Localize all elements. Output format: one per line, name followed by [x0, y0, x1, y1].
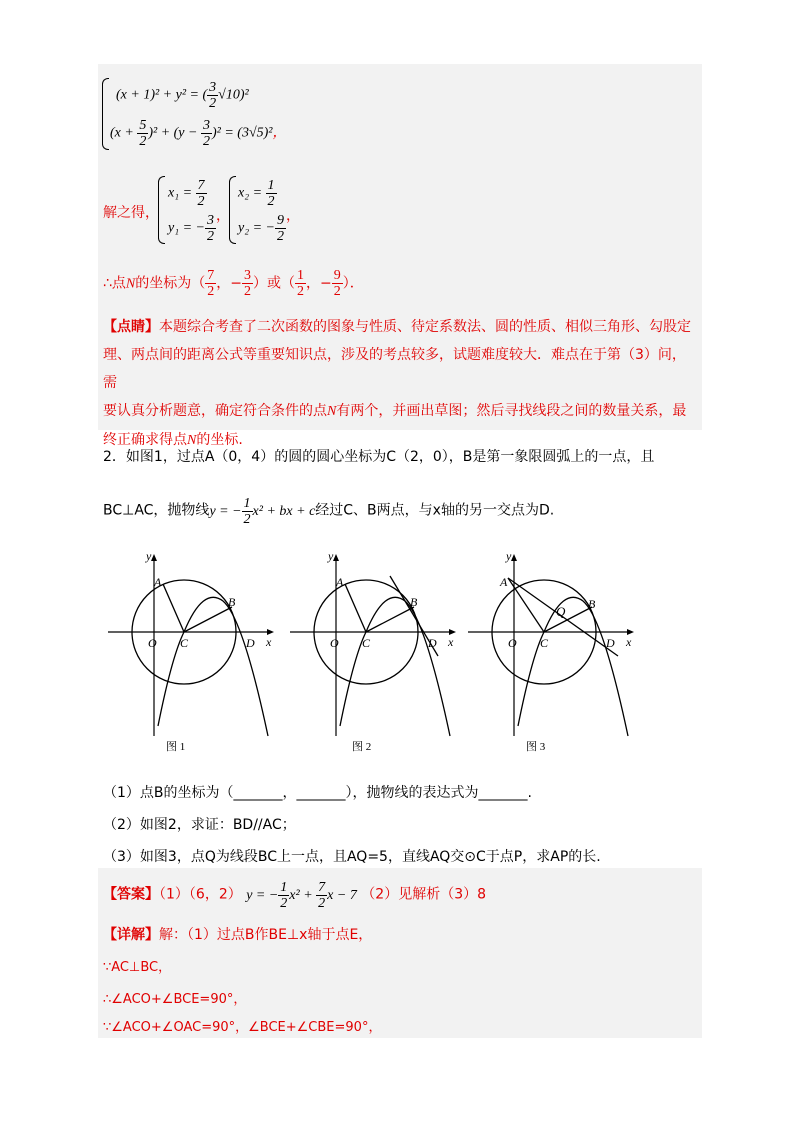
comment-line-4: 终正确求得点N的坐标. — [103, 432, 243, 448]
fig2-label-A: A — [336, 575, 344, 589]
system-eq2: (x + $\frac{5}{2}$ )² + (y − $\frac{3}{2}$ )² = (3√5)²， — [110, 118, 287, 149]
comment-line-1: 【点睛】本题综合考查了二次函数的图象与性质、待定系数法、圆的性质、相似三角形、勾股定 — [103, 319, 691, 335]
solve-brace-1 — [158, 176, 165, 244]
conclusion-line: ∴点N的坐标为（ $\frac{7}{2}$ ，− $\frac{3}{2}$ ）或（ $\frac{1}{2}$ ，− $\frac{9}{2}$ ）． — [103, 268, 364, 299]
comment-line-3: 要认真分析题意，确定符合条件的点N有两个，并画出草图；然后寻找线段之间的数量关系，最 — [103, 403, 687, 419]
fig3-label-x: x — [626, 635, 632, 649]
fig2-label-B: B — [410, 595, 418, 609]
system-brace — [102, 78, 109, 150]
fig2-label-D: D — [428, 636, 437, 650]
figure-3 — [468, 546, 638, 756]
fig1-label-C: C — [180, 636, 189, 650]
fig2-label-y: y — [328, 549, 334, 563]
system-eq1: (x + 1)² + y² = ( $\frac{3}{2}$ √10)² — [116, 80, 249, 111]
problem-line-2: BC⊥AC，抛物线y = − $\frac{1}{2}$ x² + bx + c经过C、B两点，与x轴的另一交点为D. — [103, 496, 555, 527]
detail-line-2: ∵AC⊥BC， — [103, 960, 172, 975]
solve-y2: y₂ = − $\frac{9}{2}$ — [238, 213, 284, 244]
solve-label: 解之得， — [103, 205, 159, 221]
comment-paragraph — [103, 313, 697, 455]
question-1: （1）点B的坐标为（_______，_______），抛物线的表达式为_______. — [103, 785, 532, 801]
fig3-caption: 图 3 — [526, 741, 546, 753]
figure-2 — [290, 546, 460, 756]
solve-y1: y₁ = − $\frac{3}{2}$ — [168, 213, 214, 244]
fig1-label-O: O — [148, 636, 157, 650]
fig1-label-A: A — [154, 575, 162, 589]
answer-line: 【答案】（1）（6，2） y = − $\frac{1}{2}$ x² + $\frac{7}{2}$ x − 7 （2）见解析（3）8 — [103, 880, 487, 911]
question-3: （3）如图3，点Q为线段BC上一点，且AQ=5，直线AQ交⊙C于点P，求AP的长. — [103, 849, 601, 865]
fig3-label-B: B — [588, 597, 596, 611]
fig3-label-Q: Q — [556, 604, 566, 619]
fig1-label-x: x — [266, 635, 272, 649]
solve-brace-2 — [229, 176, 236, 244]
problem-line-1: 2．如图1，过点A（0，4）的圆的圆心坐标为C（2，0），B是第一象限圆弧上的一点，且 — [103, 449, 655, 465]
fig1-caption: 图 1 — [166, 741, 186, 753]
detail-line-4: ∵∠ACO+∠OAC=90°，∠BCE+∠CBE=90°， — [103, 1020, 382, 1035]
fig1-label-y: y — [146, 549, 152, 563]
fig2-label-O: O — [330, 636, 339, 650]
fig2-caption: 图 2 — [352, 741, 372, 753]
solve-end: ， — [286, 208, 300, 224]
fig2-label-C: C — [362, 636, 371, 650]
fig3-label-A: A — [500, 575, 508, 589]
fig3-label-D: D — [606, 636, 615, 650]
fig3-label-O: O — [508, 636, 517, 650]
fig1-label-D: D — [246, 636, 255, 650]
fig3-label-C: C — [540, 636, 549, 650]
detail-line-1: 【详解】解：（1）过点B作BE⊥x轴于点E， — [103, 927, 373, 943]
solve-sep: ， — [216, 208, 230, 224]
fig2-label-x: x — [448, 635, 454, 649]
solve-x1: x₁ = $\frac{7}{2}$ — [168, 178, 205, 209]
detail-line-3: ∴∠ACO+∠BCE=90°， — [103, 992, 247, 1007]
comment-line-2: 理、两点间的距离公式等重要知识点，涉及的考点较多，试题难度较大．难点在于第（3）问，需 — [103, 347, 686, 391]
solve-x2: x₂ = $\frac{1}{2}$ — [238, 178, 275, 209]
question-2: （2）如图2，求证：BD//AC； — [103, 817, 296, 833]
fig3-label-y: y — [506, 549, 512, 563]
figure-1 — [108, 546, 278, 756]
fig1-label-B: B — [228, 595, 236, 609]
